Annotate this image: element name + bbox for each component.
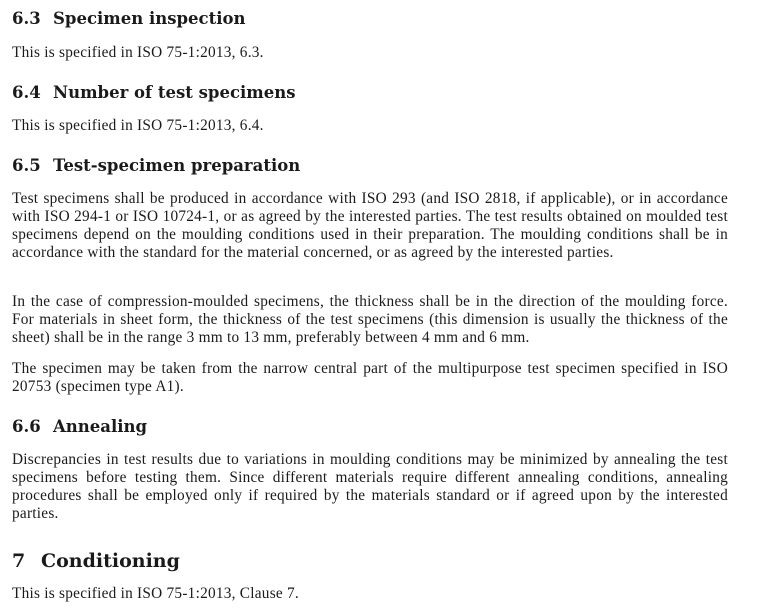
section-title: Conditioning [41,550,180,572]
paragraph: The specimen may be taken from the narrow central part of the multipurpose test specimen specified in ISO 20753 (specimen type A1). [12,360,728,395]
section-heading-6-4 [12,83,728,103]
paragraph: Test specimens shall be produced in accordance with ISO 293 (and ISO 2818, if applicable), or in accordance with ISO 294-1 or ISO 10724-1, or as agreed by the interested parties. The test results obtained on moulded test specimens depend on the moulding conditions used in their preparation. The moulding conditions shall be in accordance with the standard for the material concerned, or as agreed by the interested parties. [12,190,728,261]
section-number: 6.4 [12,83,41,102]
section-number: 7 [12,550,26,572]
section-heading-6-5 [12,156,728,176]
paragraph: Discrepancies in test results due to variations in moulding conditions may be minimized by annealing the test specimens before testing them. Since different materials require different annealing conditions, annealing procedures shall be employed only if required by the materials standard or if agreed upon by the interested parties. [12,451,728,522]
paragraph: This is specified in ISO 75-1:2013, Clause 7. [12,585,299,602]
section-number: 6.5 [12,156,41,175]
section-title: Annealing [53,417,148,436]
paragraph: This is specified in ISO 75-1:2013, 6.3. [12,44,264,61]
section-heading-6-3 [12,9,728,29]
section-heading-6-6 [12,417,728,437]
section-title: Test-specimen preparation [53,156,301,175]
paragraph: This is specified in ISO 75-1:2013, 6.4. [12,117,264,134]
section-number: 6.6 [12,417,41,436]
section-number: 6.3 [12,9,41,28]
section-title: Number of test specimens [53,83,296,102]
paragraph: In the case of compression-moulded specimens, the thickness shall be in the direction of the moulding force. For materials in sheet form, the thickness of the test specimens (this dimension is usually the thickness of the sheet) shall be in the range 3 mm to 13 mm, preferably between 4 mm and 6 mm. [12,293,728,346]
clause-heading-7 [12,549,728,573]
section-title: Specimen inspection [53,9,246,28]
